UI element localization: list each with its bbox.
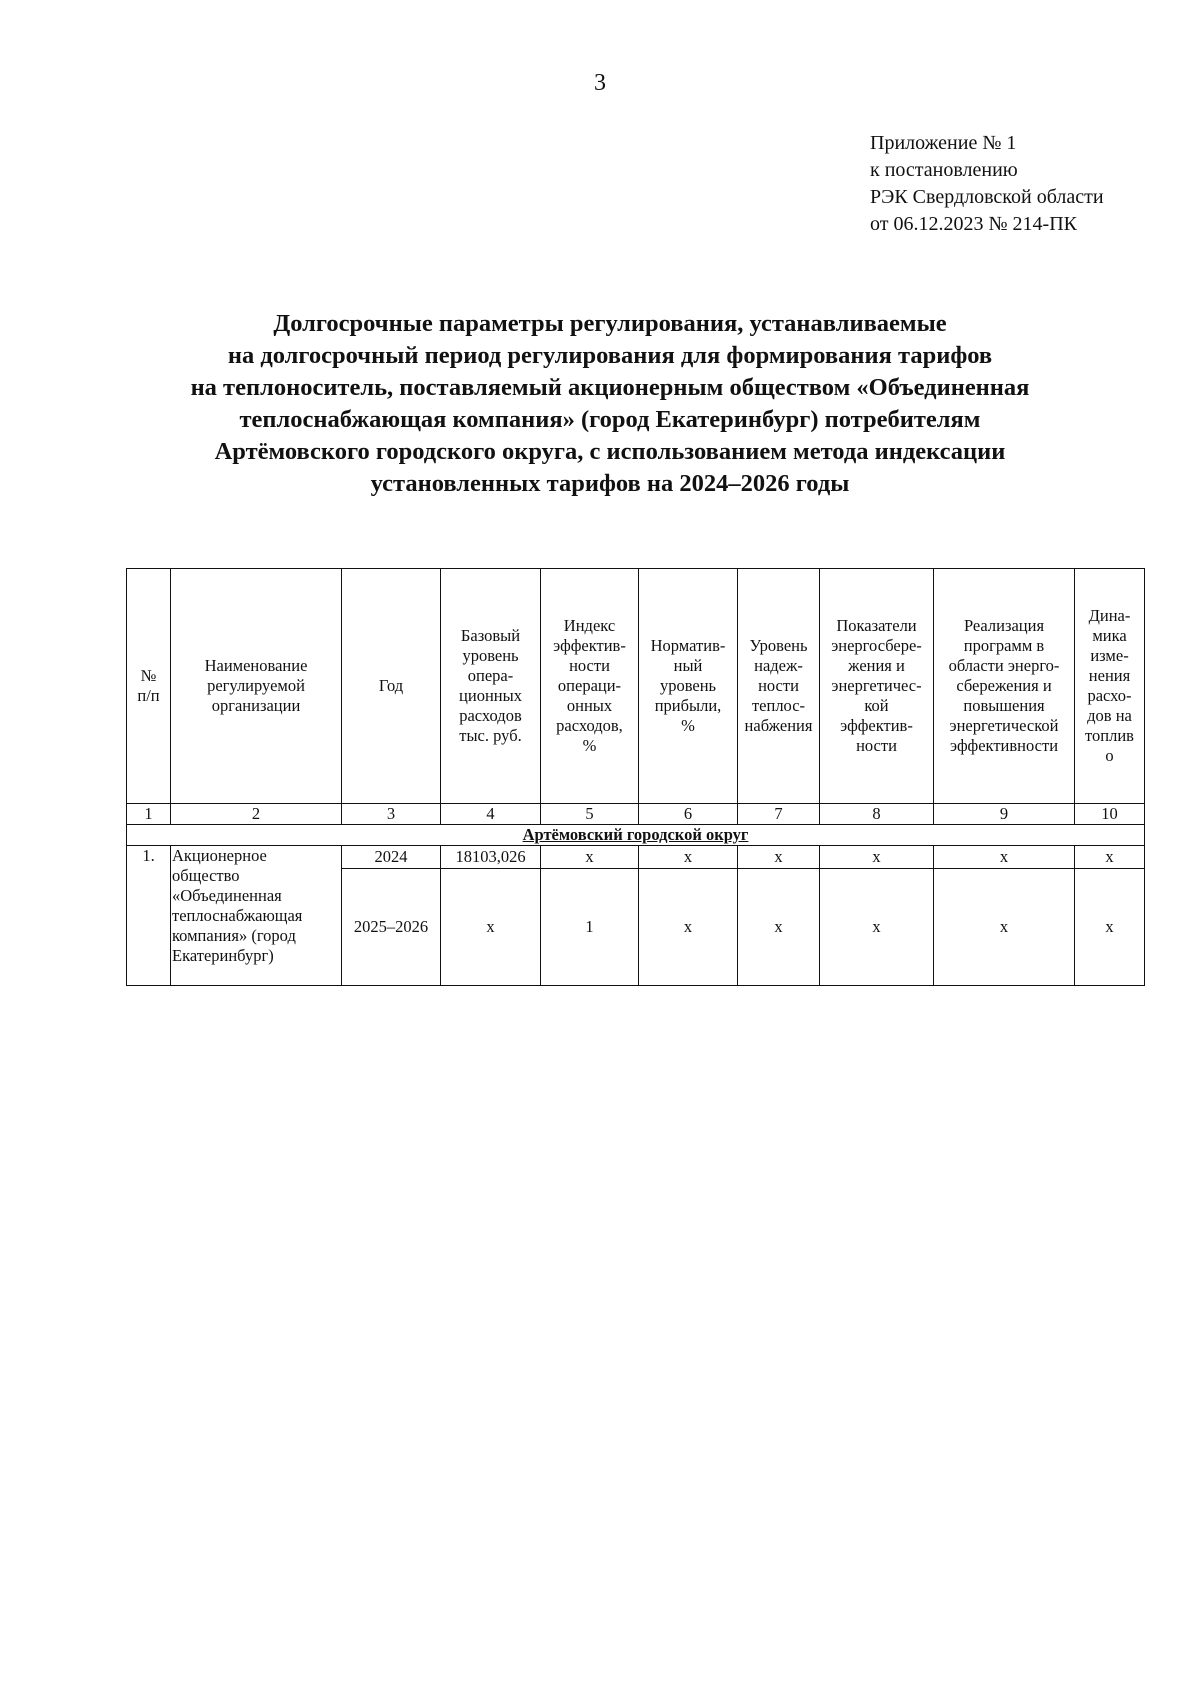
column-number-row bbox=[127, 804, 1145, 825]
table-cell: х bbox=[1075, 869, 1145, 986]
header-cell: Дина- мика изме- нения расхо- дов на топлив о bbox=[1075, 569, 1145, 804]
header-cell: Уровень надеж- ности теплос- набжения bbox=[738, 569, 820, 804]
region-row bbox=[127, 825, 1145, 846]
year-cell: 2024 bbox=[342, 846, 441, 869]
column-number: 10 bbox=[1075, 804, 1145, 825]
title-line: на теплоноситель, поставляемый акционерным обществом «Объединенная bbox=[190, 374, 1030, 401]
title-line: теплоснабжающая компания» (город Екатеринбург) потребителям bbox=[239, 406, 981, 433]
document-title bbox=[110, 308, 1110, 500]
appendix-line: РЭК Свердловской области bbox=[870, 186, 1104, 208]
header-row bbox=[127, 569, 1145, 804]
appendix-line: Приложение № 1 bbox=[870, 132, 1017, 154]
regulation-parameters-table bbox=[126, 568, 1145, 986]
organization-name: Акционерное общество «Объединенная теплоснабжающая компания» (город Екатеринбург) bbox=[171, 846, 342, 986]
header-cell: Реализация программ в области энерго- сбережения и повышения энергетической эффективности bbox=[934, 569, 1075, 804]
row-number: 1. bbox=[127, 846, 171, 986]
column-number: 8 bbox=[820, 804, 934, 825]
column-number: 2 bbox=[171, 804, 342, 825]
table-cell: 18103,026 bbox=[441, 846, 541, 869]
header-cell: № п/п bbox=[127, 569, 171, 804]
title-line: Артёмовского городского округа, с использованием метода индексации bbox=[214, 438, 1006, 465]
table-cell: х bbox=[541, 846, 639, 869]
header-cell: Показатели энергосбере- жения и энергетичес- кой эффектив- ности bbox=[820, 569, 934, 804]
appendix-reference bbox=[870, 130, 1190, 238]
appendix-line: от 06.12.2023 № 214-ПК bbox=[870, 213, 1078, 235]
header-cell: Базовый уровень опера- ционных расходов тыс. руб. bbox=[441, 569, 541, 804]
table-cell: 1 bbox=[541, 869, 639, 986]
region-name: Артёмовский городской округ bbox=[127, 825, 1145, 846]
header-cell: Год bbox=[342, 569, 441, 804]
header-cell: Наименование регулируемой организации bbox=[171, 569, 342, 804]
header-cell: Индекс эффектив- ности операци- онных расходов, % bbox=[541, 569, 639, 804]
title-line: на долгосрочный период регулирования для формирования тарифов bbox=[227, 342, 993, 369]
table-cell: х bbox=[738, 846, 820, 869]
table-cell: х bbox=[820, 846, 934, 869]
table-cell: х bbox=[639, 846, 738, 869]
year-cell: 2025–2026 bbox=[342, 869, 441, 986]
appendix-line: к постановлению bbox=[870, 159, 1018, 181]
table-cell: х bbox=[441, 869, 541, 986]
table-cell: х bbox=[1075, 846, 1145, 869]
table-cell: х bbox=[820, 869, 934, 986]
column-number: 6 bbox=[639, 804, 738, 825]
column-number: 1 bbox=[127, 804, 171, 825]
title-line: установленных тарифов на 2024–2026 годы bbox=[370, 470, 850, 497]
page-number: 3 bbox=[594, 70, 606, 96]
table-cell: х bbox=[738, 869, 820, 986]
column-number: 4 bbox=[441, 804, 541, 825]
table-cell: х bbox=[639, 869, 738, 986]
title-line: Долгосрочные параметры регулирования, устанавливаемые bbox=[273, 310, 947, 337]
column-number: 3 bbox=[342, 804, 441, 825]
table-row bbox=[127, 846, 1145, 869]
header-cell: Норматив- ный уровень прибыли, % bbox=[639, 569, 738, 804]
column-number: 7 bbox=[738, 804, 820, 825]
column-number: 5 bbox=[541, 804, 639, 825]
table-cell: х bbox=[934, 846, 1075, 869]
column-number: 9 bbox=[934, 804, 1075, 825]
table-cell: х bbox=[934, 869, 1075, 986]
